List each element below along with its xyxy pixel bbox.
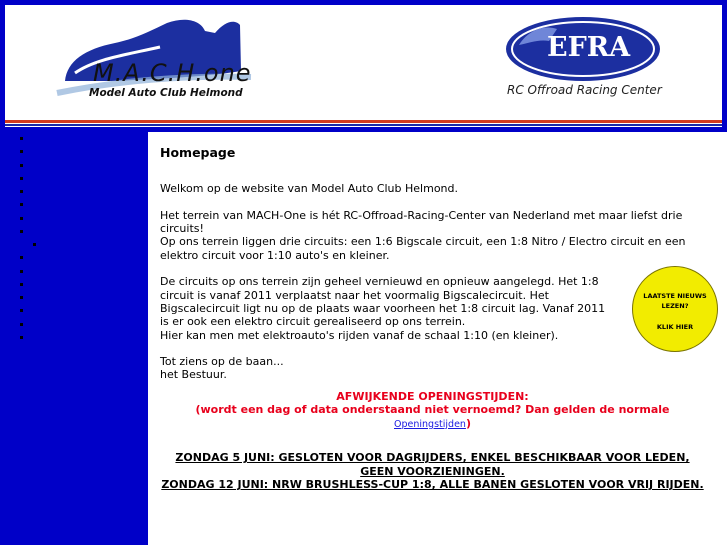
- mach-one-logo[interactable]: [55, 11, 255, 111]
- alert-close: ): [465, 416, 471, 430]
- header-blue-divider: [5, 124, 722, 126]
- intro-line-1: Het terrein van MACH-One is hét RC-Offroad-Racing-Center van Nederland met maar liefst drie circuits!: [160, 208, 683, 236]
- efra-logo[interactable]: [505, 15, 667, 100]
- sidebar-item[interactable]: [0, 185, 148, 198]
- page-title: Homepage: [160, 145, 236, 160]
- opening-hours-link[interactable]: Openingstijden: [394, 418, 466, 430]
- sidebar-nav: [0, 132, 148, 545]
- signature: het Bestuur.: [160, 368, 227, 382]
- sidebar-item[interactable]: [0, 331, 148, 344]
- sidebar-item[interactable]: [0, 225, 148, 238]
- club-logo-name: M.A.C.H.one: [93, 59, 252, 87]
- closure-notice-1: ZONDAG 5 JUNI: GESLOTEN VOOR DAGRIJDERS, ENKEL BESCHIKBAAR VOOR LEDEN, GEEN VOORZIENINGEN.: [175, 451, 690, 478]
- sidebar-item[interactable]: [0, 265, 148, 278]
- news-badge-cta: KLIK HIER: [656, 323, 694, 331]
- sidebar-item[interactable]: [0, 159, 148, 172]
- sidebar-item[interactable]: [0, 172, 148, 185]
- closure-notices: [160, 451, 705, 492]
- efra-tagline: RC Offroad Racing Center: [507, 83, 662, 97]
- closing-line: Tot ziens op de baan...: [160, 355, 284, 369]
- closure-notice-2: ZONDAG 12 JUNI: NRW BRUSHLESS-CUP 1:8, ALLE BANEN GESLOTEN VOOR VRIJ RIJDEN.: [161, 478, 704, 492]
- sidebar-item[interactable]: [0, 291, 148, 304]
- main-content: [148, 132, 727, 545]
- sidebar-item[interactable]: [0, 132, 148, 145]
- sidebar-subitem[interactable]: [0, 238, 148, 251]
- alert-text-row: [160, 403, 705, 431]
- alert-text: (wordt een dag of data onderstaand niet vernoemd? Dan gelden de normale: [195, 403, 670, 417]
- intro-line-2: Op ons terrein liggen drie circuits: een 1:6 Bigscale circuit, een 1:8 Nitro / Electro circuit en een elektro circuit voor 1:10 auto's en kleiner.: [160, 235, 686, 262]
- welcome-text: Welkom op de website van Model Auto Club Helmond.: [160, 182, 458, 196]
- efra-logo-text: EFRA: [547, 32, 631, 63]
- electro-paragraph: Hier kan men met elektroauto's rijden vanaf de schaal 1:10 (en kleiner).: [160, 328, 559, 342]
- sidebar-item[interactable]: [0, 318, 148, 331]
- sidebar-item[interactable]: [0, 198, 148, 211]
- alert-title: AFWIJKENDE OPENINGSTIJDEN:: [336, 389, 529, 403]
- sidebar-item[interactable]: [0, 278, 148, 291]
- sidebar-item[interactable]: [0, 212, 148, 225]
- news-badge-question: LAATSTE NIEUWS LEZEN?: [643, 292, 707, 310]
- site-header: [5, 5, 722, 127]
- opening-hours-alert: [160, 390, 705, 432]
- circuits-paragraph: De circuits op ons terrein zijn geheel vernieuwd en opnieuw aangelegd. Het 1:8 circuit is vanaf 2011 verplaatst naar het voormalig Bigscalecircuit. Het Bigscalecircuit ligt nu op de plaats waar voorheen het 1:8 circuit lag. Vanaf 2011 is er ook een elektro circuit gerealiseerd op ons terrein.: [160, 275, 606, 329]
- sidebar-item[interactable]: [0, 304, 148, 317]
- club-logo-subtitle: Model Auto Club Helmond: [89, 87, 243, 99]
- latest-news-badge[interactable]: [632, 266, 718, 352]
- sidebar-item[interactable]: [0, 145, 148, 158]
- sidebar-item[interactable]: [0, 251, 148, 264]
- header-red-divider: [5, 120, 722, 123]
